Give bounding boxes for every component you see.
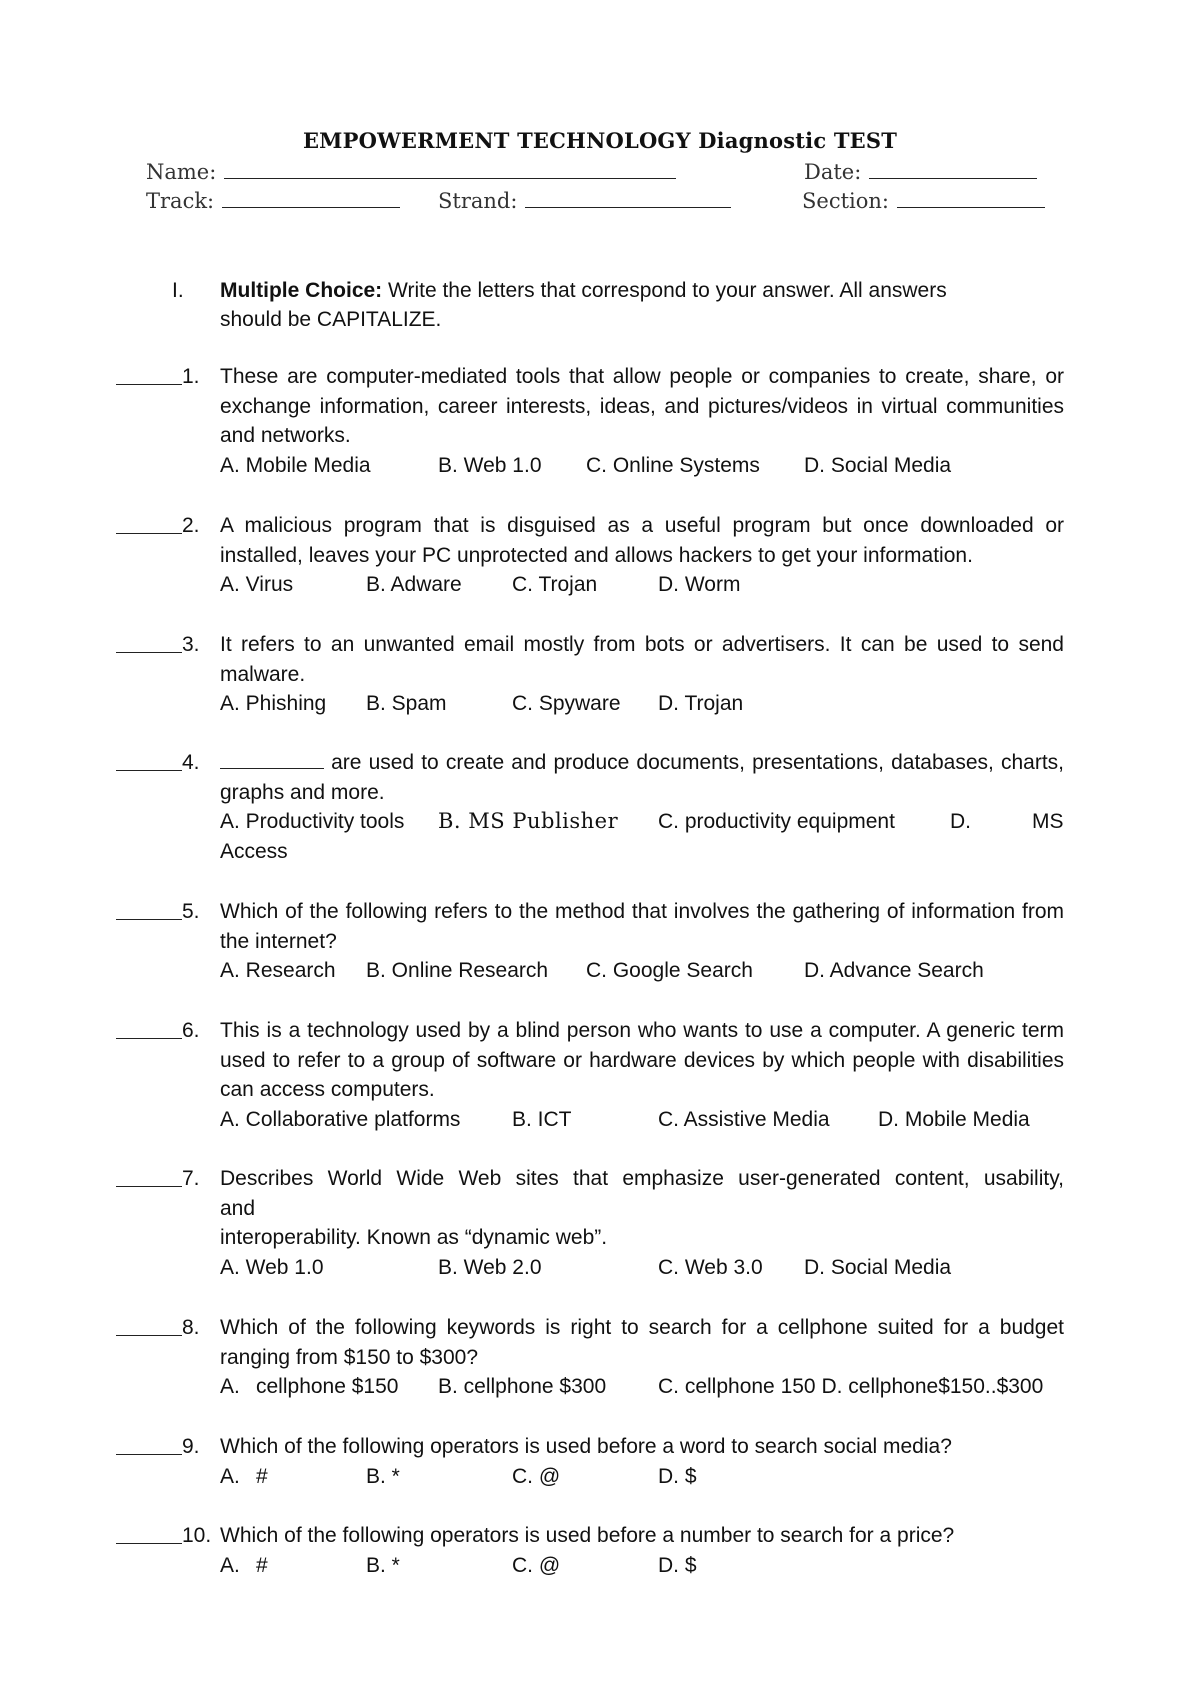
section-instructions bbox=[220, 276, 1060, 334]
answer-blank-2[interactable] bbox=[116, 519, 182, 534]
option-c: C. Trojan bbox=[512, 573, 598, 596]
question-text: A malicious program that is disguised as a useful program but once downloaded or installed, leaves your PC unprotected and allows hackers to get your information. bbox=[220, 514, 1064, 567]
instruction-line-1: Write the letters that correspond to your answer. All answers bbox=[388, 279, 947, 302]
option-c: C. Spyware bbox=[512, 692, 621, 715]
option-c: C. Web 3.0 bbox=[658, 1255, 763, 1279]
option-b: B. * bbox=[366, 1553, 400, 1577]
options-row bbox=[220, 451, 1064, 481]
header-row-2 bbox=[0, 187, 1200, 217]
option-d: D. Social Media bbox=[804, 453, 952, 477]
option-a: A. Mobile Media bbox=[220, 453, 371, 477]
question-number: 4. bbox=[182, 751, 200, 774]
question-number: 8. bbox=[182, 1316, 200, 1339]
answer-blank-8[interactable] bbox=[116, 1321, 182, 1336]
answer-blank-3[interactable] bbox=[116, 638, 182, 653]
option-c: C. Online Systems bbox=[586, 453, 760, 477]
option-c-d: C. cellphone 150 D. cellphone$150..$300 bbox=[658, 1375, 1044, 1398]
question-text-line-3: interoperability. Known as “dynamic web”. bbox=[220, 1226, 608, 1249]
instruction-line-2: should be CAPITALIZE. bbox=[220, 308, 442, 331]
question-text: These are computer-mediated tools that allow people or companies to create, share, or exchange information, career interests, ideas, and pictures/videos in virtual communities and networks. bbox=[220, 365, 1064, 447]
options-row bbox=[220, 807, 1064, 837]
header-row-1 bbox=[0, 158, 1200, 188]
answer-blank-6[interactable] bbox=[116, 1024, 182, 1039]
option-b: B. cellphone $300 bbox=[438, 1375, 607, 1398]
track-field[interactable] bbox=[146, 187, 400, 213]
options-row bbox=[220, 1462, 1064, 1492]
option-d: D. bbox=[950, 810, 971, 833]
track-label: Track: bbox=[146, 189, 215, 213]
question-text-line-1: Describes World Wide Web sites that emphasize user-generated content, usability, bbox=[220, 1167, 1064, 1190]
options-row bbox=[220, 956, 1064, 986]
name-field[interactable] bbox=[146, 158, 676, 184]
answer-blank-10[interactable] bbox=[116, 1529, 182, 1544]
option-b: B. ICT bbox=[512, 1107, 572, 1131]
question-text-line-2: and bbox=[220, 1196, 256, 1220]
date-blank-line[interactable] bbox=[869, 158, 1037, 179]
option-b: B. Adware bbox=[366, 573, 462, 596]
option-a-text: # bbox=[256, 1464, 268, 1488]
section-label: Multiple Choice: bbox=[220, 279, 383, 302]
option-c: C. @ bbox=[512, 1464, 561, 1488]
question-number: 2. bbox=[182, 514, 200, 537]
option-a: A. bbox=[220, 1464, 240, 1488]
options-row bbox=[220, 1551, 1064, 1581]
options-row bbox=[220, 570, 1064, 600]
option-b: B. Web 1.0 bbox=[438, 453, 542, 477]
section-label: Section: bbox=[802, 189, 889, 213]
question-text: This is a technology used by a blind person who wants to use a computer. A generic term used to refer to a group of software or hardware devices by which people with disabilities can access computers. bbox=[220, 1019, 1064, 1101]
options-row bbox=[220, 1372, 1064, 1402]
option-a: A. Web 1.0 bbox=[220, 1255, 324, 1279]
option-c: C. productivity equipment bbox=[658, 810, 895, 833]
option-d-continued: Access bbox=[220, 839, 288, 863]
question-number: 9. bbox=[182, 1435, 200, 1458]
option-c: C. Assistive Media bbox=[658, 1107, 830, 1131]
section-field[interactable] bbox=[802, 187, 1045, 213]
option-a-text: # bbox=[256, 1553, 268, 1577]
question-number: 6. bbox=[182, 1019, 200, 1042]
question-number: 5. bbox=[182, 900, 200, 923]
strand-field[interactable] bbox=[438, 187, 731, 213]
option-d: D. $ bbox=[658, 1464, 697, 1488]
name-blank-line[interactable] bbox=[224, 158, 676, 179]
option-a: A. Collaborative platforms bbox=[220, 1107, 461, 1131]
page-title: EMPOWERMENT TECHNOLOGY Diagnostic TEST bbox=[302, 128, 898, 153]
option-d: D. $ bbox=[658, 1553, 697, 1577]
option-a: A. Virus bbox=[220, 573, 294, 596]
option-d: D. Advance Search bbox=[804, 959, 984, 982]
option-b: B. Web 2.0 bbox=[438, 1255, 542, 1279]
option-a-text: cellphone $150 bbox=[256, 1375, 399, 1398]
option-a: A. Productivity tools bbox=[220, 810, 405, 833]
option-d: D. Trojan bbox=[658, 692, 744, 715]
option-b: B. * bbox=[366, 1464, 400, 1488]
question-text: Which of the following keywords is right to search for a cellphone suited for a budget ranging from $150 to $300? bbox=[220, 1316, 1064, 1369]
section-blank-line[interactable] bbox=[897, 187, 1045, 208]
question-number: 3. bbox=[182, 633, 200, 656]
option-a: A. Research bbox=[220, 959, 336, 982]
question-number: 1. bbox=[182, 365, 200, 388]
option-b: B. Spam bbox=[366, 692, 447, 715]
option-b: B. MS Publisher bbox=[438, 809, 619, 833]
question-number: 7. bbox=[182, 1167, 200, 1190]
answer-blank-5[interactable] bbox=[116, 905, 182, 920]
option-d-text: MS bbox=[1032, 810, 1064, 833]
option-b: B. Online Research bbox=[366, 959, 549, 982]
option-a: A. bbox=[220, 1375, 240, 1398]
option-c: C. Google Search bbox=[586, 959, 753, 982]
options-row bbox=[220, 1253, 1064, 1283]
option-a: A. bbox=[220, 1553, 240, 1577]
option-d: D. Worm bbox=[658, 573, 741, 596]
name-label: Name: bbox=[146, 160, 217, 184]
options-row bbox=[220, 689, 1064, 719]
answer-blank-4[interactable] bbox=[116, 756, 182, 771]
option-d: D. Mobile Media bbox=[878, 1107, 1030, 1131]
strand-label: Strand: bbox=[438, 189, 518, 213]
option-d: D. Social Media bbox=[804, 1255, 952, 1279]
option-c: C. @ bbox=[512, 1553, 561, 1577]
fill-in-blank[interactable] bbox=[220, 750, 324, 769]
question-text: Which of the following refers to the method that involves the gathering of information from the internet? bbox=[220, 900, 1064, 953]
answer-blank-7[interactable] bbox=[116, 1172, 182, 1187]
options-row bbox=[220, 1105, 1064, 1135]
question-text: Which of the following operators is used before a number to search for a price? bbox=[220, 1524, 955, 1547]
answer-blank-1[interactable] bbox=[116, 370, 182, 385]
question-text: Which of the following operators is used before a word to search social media? bbox=[220, 1435, 952, 1458]
track-blank-line[interactable] bbox=[222, 187, 400, 208]
section-number: I. bbox=[172, 279, 184, 302]
question-text: It refers to an unwanted email mostly from bots or advertisers. It can be used to send malware. bbox=[220, 633, 1064, 686]
date-label: Date: bbox=[804, 160, 862, 184]
question-text: are used to create and produce documents, presentations, databases, charts, graphs and more. bbox=[220, 751, 1064, 804]
answer-blank-9[interactable] bbox=[116, 1440, 182, 1455]
strand-blank-line[interactable] bbox=[525, 187, 731, 208]
question-number: 10. bbox=[182, 1524, 212, 1547]
date-field[interactable] bbox=[804, 158, 1037, 184]
option-a: A. Phishing bbox=[220, 692, 327, 715]
